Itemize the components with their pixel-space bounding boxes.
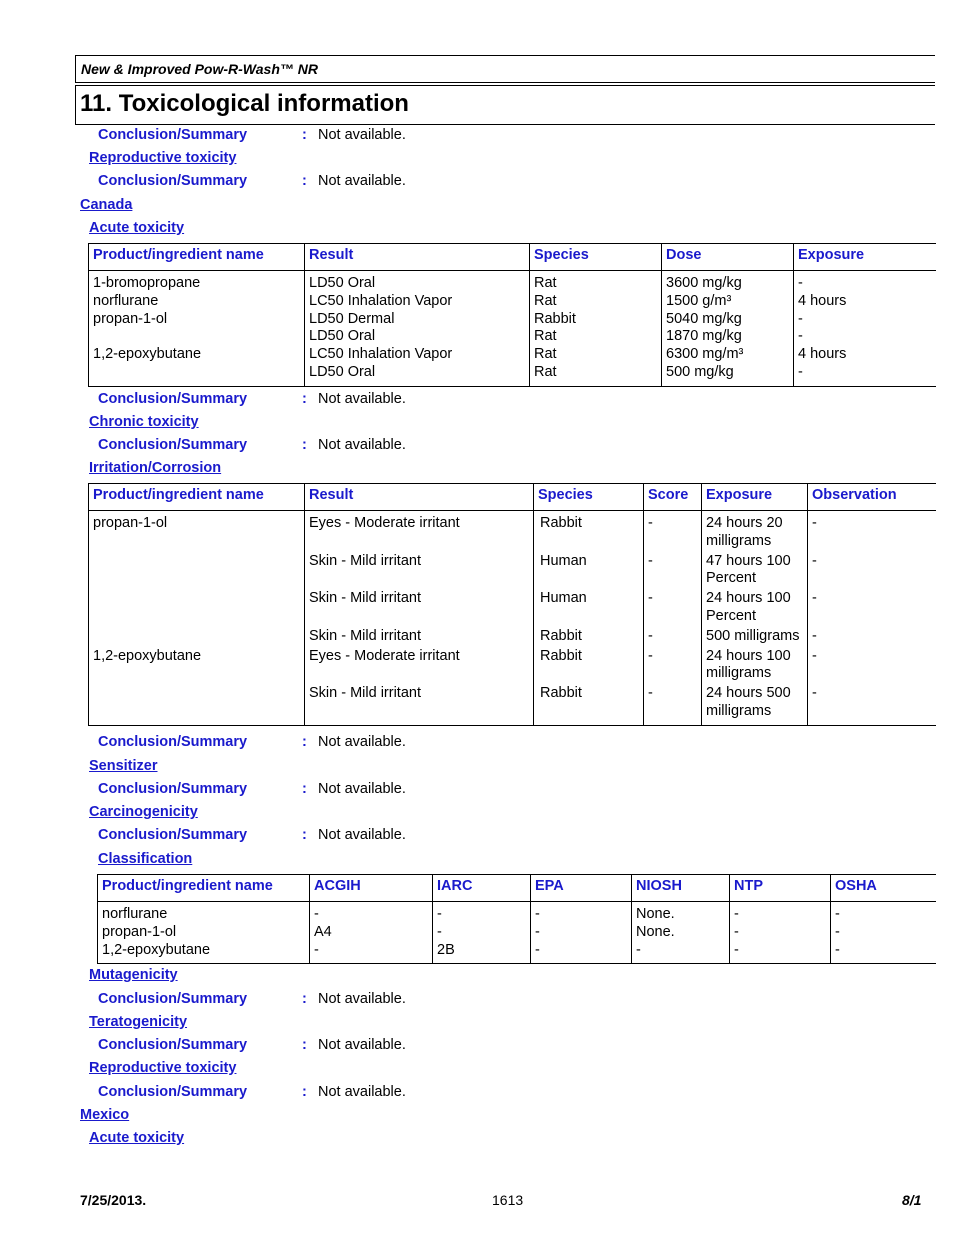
col-header: Product/ingredient name [98, 875, 310, 902]
col-header: Dose [662, 244, 794, 271]
col-header: Product/ingredient name [89, 484, 305, 511]
footer-date: 7/25/2013. [80, 1192, 147, 1208]
epa-cell: - - - [531, 902, 632, 964]
name-cell: norflurane propan-1-ol 1,2-epoxybutane [98, 902, 310, 964]
table-row: Skin - Mild irritant Rabbit - 24 hours 500 milligrams - [89, 684, 936, 725]
product-header [75, 55, 935, 83]
col-header: Exposure [794, 244, 936, 271]
link-irritation-corrosion[interactable]: Irritation/Corrosion [89, 460, 222, 476]
conclusion-label: Conclusion/Summary [98, 734, 248, 750]
conclusion-value: Not available. [318, 781, 406, 797]
col-header: Species [534, 484, 644, 511]
colon: : [302, 781, 307, 797]
conclusion-label: Conclusion/Summary [98, 437, 248, 453]
irritation-table [88, 483, 936, 726]
link-teratogenicity[interactable]: Teratogenicity [89, 1014, 188, 1030]
colon: : [302, 391, 307, 407]
colon: : [302, 1084, 307, 1100]
link-classification[interactable]: Classification [98, 851, 193, 867]
link-acute-toxicity[interactable]: Acute toxicity [89, 1130, 185, 1146]
conclusion-label: Conclusion/Summary [98, 1037, 248, 1053]
conclusion-value: Not available. [318, 391, 406, 407]
product-name: New & Improved Pow-R-Wash™ NR [81, 61, 318, 77]
col-header: EPA [531, 875, 632, 902]
table-row: Skin - Mild irritant Rabbit - 500 milligrams - [89, 627, 936, 647]
conclusion-label: Conclusion/Summary [98, 173, 248, 189]
link-carcinogenicity[interactable]: Carcinogenicity [89, 804, 198, 820]
col-header: Exposure [702, 484, 808, 511]
col-header: NTP [730, 875, 831, 902]
footer-code: 1613 [492, 1192, 524, 1208]
table-header-row [89, 244, 936, 271]
acgih-cell: - A4 - [310, 902, 433, 964]
table-row: 1,2-epoxybutane Eyes - Moderate irritant Rabbit - 24 hours 100 milligrams - [89, 647, 936, 685]
conclusion-value: Not available. [318, 734, 406, 750]
colon: : [302, 1037, 307, 1053]
table-header-row [98, 875, 936, 902]
col-header: OSHA [831, 875, 936, 902]
ntp-cell: - - - [730, 902, 831, 964]
col-header: Score [644, 484, 702, 511]
conclusion-value: Not available. [318, 127, 406, 143]
conclusion-label: Conclusion/Summary [98, 127, 248, 143]
col-header: ACGIH [310, 875, 433, 902]
colon: : [302, 991, 307, 1007]
conclusion-label: Conclusion/Summary [98, 991, 248, 1007]
section-header [75, 85, 935, 125]
conclusion-label: Conclusion/Summary [98, 781, 248, 797]
link-canada[interactable]: Canada [80, 197, 133, 213]
link-reproductive-toxicity[interactable]: Reproductive toxicity [89, 1060, 237, 1076]
col-header: Result [305, 484, 534, 511]
conclusion-label: Conclusion/Summary [98, 1084, 248, 1100]
colon: : [302, 734, 307, 750]
species-cell: Rat Rat Rabbit Rat Rat Rat [530, 271, 662, 387]
conclusion-value: Not available. [318, 1084, 406, 1100]
section-title: 11. Toxicological information [80, 90, 409, 117]
niosh-cell: None. None. - [632, 902, 730, 964]
iarc-cell: - - 2B [433, 902, 531, 964]
col-header: Observation [808, 484, 936, 511]
footer-page: 8/1 [902, 1192, 922, 1208]
link-reproductive-toxicity[interactable]: Reproductive toxicity [89, 150, 237, 166]
table-row: Skin - Mild irritant Human - 47 hours 100 Percent - [89, 552, 936, 590]
osha-cell: - - - [831, 902, 936, 964]
result-cell: LD50 Oral LC50 Inhalation Vapor LD50 Dermal LD50 Oral LC50 Inhalation Vapor LD50 Oral [305, 271, 530, 387]
table-header-row [89, 484, 936, 511]
table-row [89, 271, 936, 387]
link-chronic-toxicity[interactable]: Chronic toxicity [89, 414, 199, 430]
link-sensitizer[interactable]: Sensitizer [89, 758, 158, 774]
col-header: NIOSH [632, 875, 730, 902]
exposure-cell: - 4 hours - - 4 hours - [794, 271, 936, 387]
table-row: propan-1-ol Eyes - Moderate irritant Rabbit - 24 hours 20 milligrams - [89, 511, 936, 552]
table-row [98, 902, 936, 964]
conclusion-value: Not available. [318, 437, 406, 453]
col-header: Species [530, 244, 662, 271]
conclusion-value: Not available. [318, 1037, 406, 1053]
conclusion-label: Conclusion/Summary [98, 827, 248, 843]
colon: : [302, 437, 307, 453]
col-header: Result [305, 244, 530, 271]
link-mutagenicity[interactable]: Mutagenicity [89, 967, 178, 983]
conclusion-value: Not available. [318, 827, 406, 843]
colon: : [302, 827, 307, 843]
name-cell: 1-bromopropane norflurane propan-1-ol 1,2-epoxybutane [89, 271, 305, 387]
link-acute-toxicity[interactable]: Acute toxicity [89, 220, 185, 236]
colon: : [302, 173, 307, 189]
conclusion-label: Conclusion/Summary [98, 391, 248, 407]
conclusion-value: Not available. [318, 991, 406, 1007]
conclusion-value: Not available. [318, 173, 406, 189]
classification-table [97, 874, 936, 964]
colon: : [302, 127, 307, 143]
table-row: Skin - Mild irritant Human - 24 hours 100 Percent - [89, 589, 936, 627]
col-header: Product/ingredient name [89, 244, 305, 271]
link-mexico[interactable]: Mexico [80, 1107, 130, 1123]
acute-toxicity-table [88, 243, 936, 387]
col-header: IARC [433, 875, 531, 902]
dose-cell: 3600 mg/kg 1500 g/m³ 5040 mg/kg 1870 mg/kg 6300 mg/m³ 500 mg/kg [662, 271, 794, 387]
